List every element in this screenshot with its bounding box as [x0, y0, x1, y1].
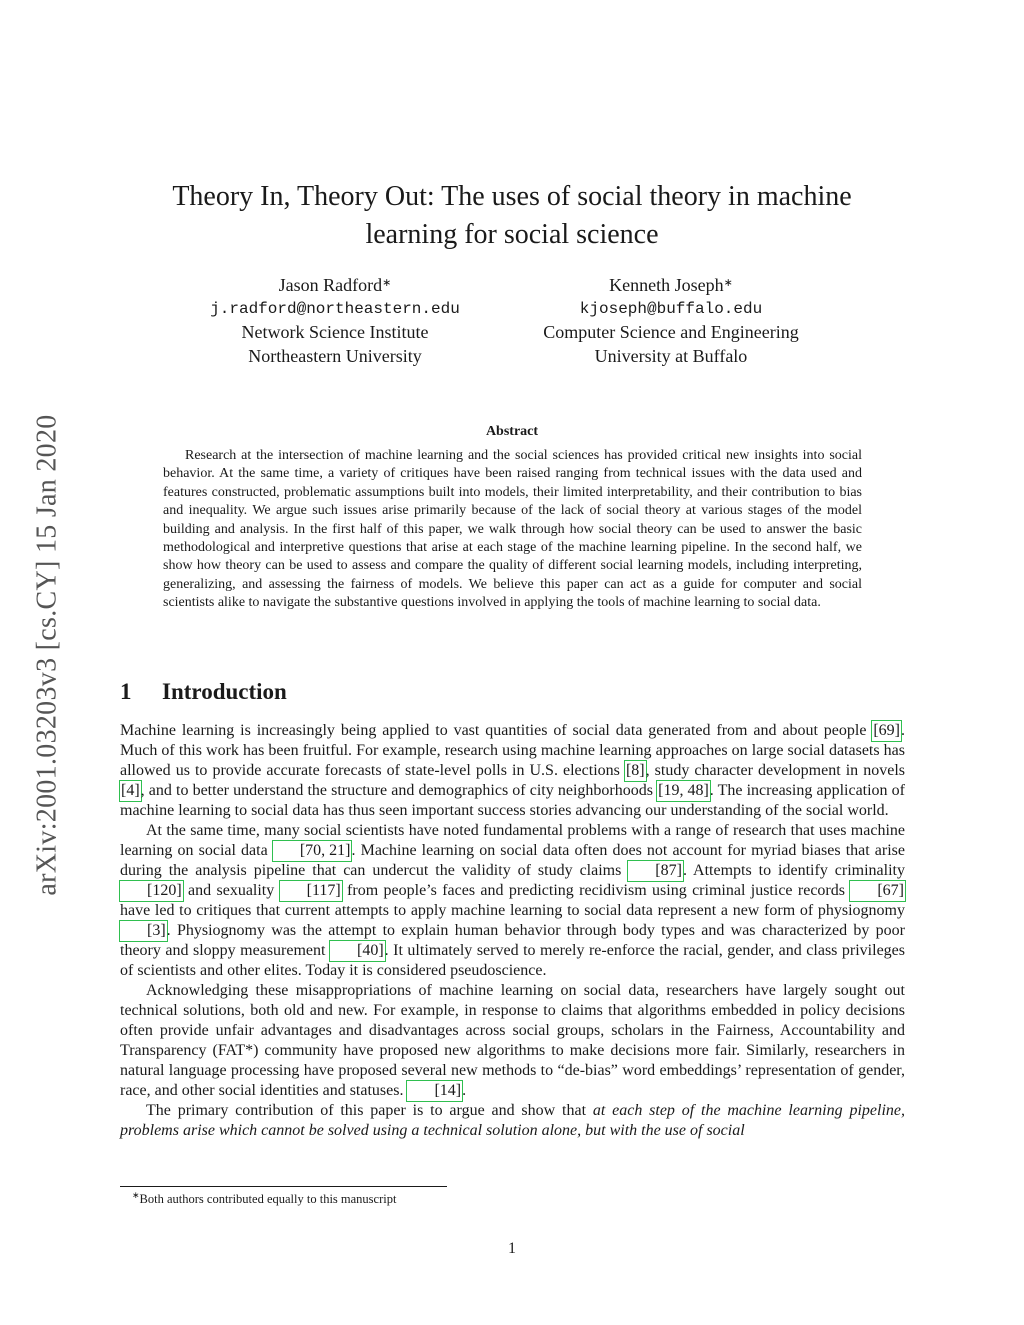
paragraph-text: The primary contribution of this paper is to argue and show that: [146, 1102, 593, 1119]
citation-link[interactable]: [40]: [330, 941, 385, 961]
paragraph-1: [120, 721, 905, 821]
footnote: [132, 1192, 396, 1207]
citation-link[interactable]: [4]: [121, 782, 140, 799]
paragraph-text: At the same time, many social scientists have noted fundamental problems with a range of research that uses machine learning on social data: [120, 822, 905, 859]
author-name-line: [185, 274, 485, 298]
paragraph-4: [120, 1101, 905, 1141]
section-title: Introduction: [162, 679, 287, 704]
citation-link[interactable]: [87]: [628, 861, 683, 881]
footnote-mark: ∗: [132, 1190, 140, 1200]
abstract-text: Research at the intersection of machine learning and the social sciences has provided critical new insights into social behavior. At the same time, a variety of critiques have been raised ranging from technical issues with the data used and features constructed, problematic assumptions built into models, their limited interpretability, and their contribution to bias and inequality. We argue such issues arise primarily because of the lack of social theory at various stages of the model building and analysis. In the first half of this paper, we walk through how social theory can be used to answer the basic methodological and interpretive questions that arise at each stage of the machine learning pipeline. In the second half, we show how theory can be used to assess and compare the quality of different social learning models, including interpreting, generalizing, and assessing the fairness of models. We believe this paper can act as a guide for computer and social scientists alike to navigate the substantive questions involved in applying the tools of machine learning to social data.: [163, 448, 862, 611]
author-block-joseph: [506, 274, 836, 368]
author-email[interactable]: kjoseph@buffalo.edu: [579, 299, 763, 318]
author-name: Jason Radford: [278, 275, 383, 295]
section-number: 1: [120, 679, 132, 704]
abstract-heading: Abstract: [485, 424, 539, 439]
title-line-2: learning for social science: [365, 219, 659, 250]
author-institution: University at Buffalo: [594, 345, 748, 366]
author-institution: Northeastern University: [248, 345, 422, 366]
paragraph-text: . Much of this work has been fruitful. For example, research using machine learning approaches on large social datasets has allowed us to provide accurate forecasts of state-level polls in U.S. elections: [120, 722, 905, 779]
paragraph-text: and sexuality: [182, 882, 280, 899]
introduction-body: [120, 721, 905, 1141]
paragraph-text: , study character development in novels: [645, 762, 906, 779]
paragraph-3: [120, 981, 905, 1101]
paragraph-text: . Attempts to identify criminality: [682, 862, 905, 879]
citation-link[interactable]: [67]: [850, 881, 905, 901]
footnote-divider: [120, 1186, 447, 1187]
paragraph-text: , and to better understand the structure and demographics of city neighborhoods: [140, 782, 658, 799]
citation-link[interactable]: [120]: [120, 881, 183, 901]
paragraph-text: . Physiognomy was the attempt to explain human behavior through body types and was characterized by poor theory and sloppy measurement: [120, 922, 905, 959]
arxiv-identifier-stamp: [28, 355, 68, 955]
paragraph-text: .: [462, 1082, 467, 1099]
citation-link[interactable]: [69]: [873, 722, 900, 739]
citation-link[interactable]: [70, 21]: [273, 841, 352, 861]
paper-title: [130, 178, 894, 254]
page-number: 1: [508, 1240, 516, 1257]
citation-link[interactable]: [19, 48]: [658, 782, 709, 799]
citation-link[interactable]: [8]: [625, 762, 645, 779]
paragraph-text: have led to critiques that current attempts to apply machine learning to social data represent a new form of physiognomy: [120, 902, 905, 919]
author-block-radford: [185, 274, 485, 368]
citation-link[interactable]: [117]: [280, 881, 342, 901]
title-line-1: Theory In, Theory Out: The uses of social theory in machine: [172, 181, 852, 212]
citation-link[interactable]: [14]: [407, 1081, 462, 1101]
paragraph-text: . It ultimately served to merely re-enforce the racial, gender, and class privileges of scientists and other elites. Today it is considered pseudoscience.: [120, 942, 905, 979]
author-department: Computer Science and Engineering: [543, 322, 799, 342]
author-name: Kenneth Joseph: [609, 275, 724, 295]
paragraph-text: . Machine learning on social data often does not account for myriad biases that arise during the analysis pipeline that can undercut the validity of study claims: [120, 842, 906, 879]
paragraph-text: . The increasing application of machine learning to social data has thus seen important success stories advancing our understanding of the social world.: [120, 782, 906, 819]
arxiv-identifier-text: arXiv:2001.03203v3 [cs.CY] 15 Jan 2020: [32, 414, 63, 896]
paragraph-2: [120, 821, 905, 981]
author-name-line: [506, 274, 836, 298]
paragraph-text: Acknowledging these misappropriations of machine learning on social data, researchers have largely sought out technical solutions, both old and new. For example, in response to claims that algorithms embedded in policy decisions often provide unfair advantages and disadvantages across social groups, scholars in the Fairness, Accountability and Transparency (FAT*) community have proposed new algorithms to make decisions more fair. Similarly, researchers in natural language processing have proposed several new methods to “de-bias” word embeddings’ representation of gender, race, and other social identities and statuses.: [120, 982, 905, 1099]
section-heading: [120, 679, 287, 705]
author-department: Network Science Institute: [241, 322, 429, 342]
footnote-text: Both authors contributed equally to this manuscript: [139, 1192, 397, 1206]
citation-link[interactable]: [3]: [120, 921, 167, 941]
author-footnote-mark: ∗: [382, 277, 392, 289]
author-footnote-mark: ∗: [723, 277, 733, 289]
paragraph-text: from people’s faces and predicting recidivism using criminal justice records: [341, 882, 851, 899]
emphasized-text: at each step of the machine learning pipeline, problems arise which cannot be solved using a technical solution alone, but with the use of social: [120, 1102, 905, 1139]
author-email[interactable]: j.radford@northeastern.edu: [210, 299, 460, 318]
paragraph-text: Machine learning is increasingly being applied to vast quantities of social data generated from and about people: [120, 722, 873, 739]
